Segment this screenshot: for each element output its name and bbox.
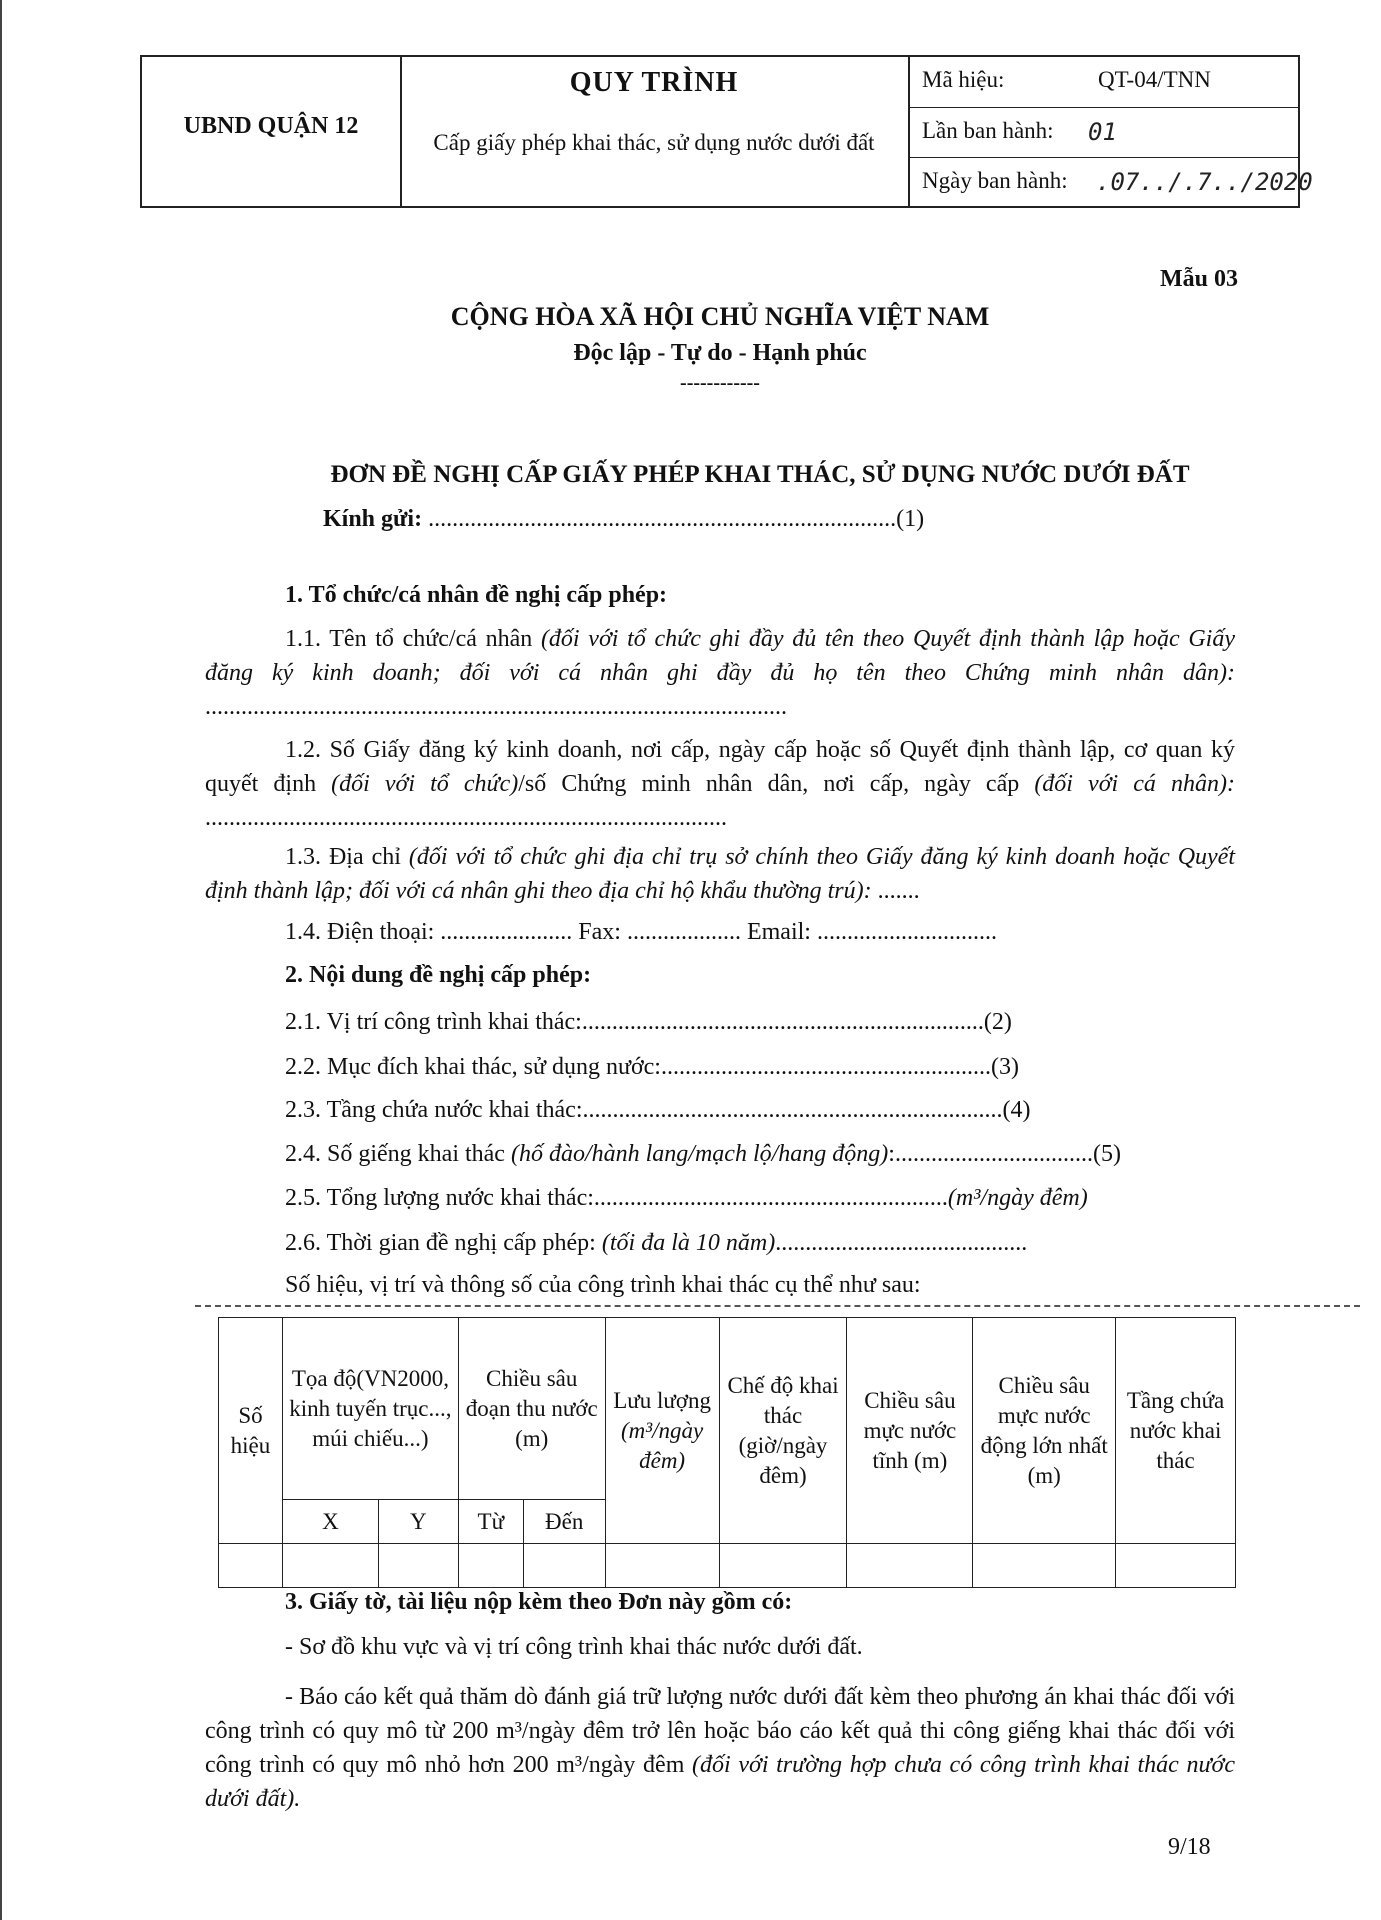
col-luu-luong <box>605 1318 719 1544</box>
s25-text: 2.5. Tổng lượng nước khai thác:........................................................... <box>285 1185 948 1211</box>
table-cell <box>523 1544 605 1588</box>
section1-4: 1.4. Điện thoại: ...................... Fax: ................... Email: .............................. <box>285 919 997 945</box>
s13-text: 1.3. Địa chỉ <box>285 844 409 870</box>
code-value: QT-04/TNN <box>1098 67 1211 92</box>
header-meta-cell <box>908 57 1313 206</box>
procedure-header <box>140 55 1313 208</box>
s11-note: (đối với tổ chức ghi đầy đủ tên theo Quyết định thành lập hoặc Giấy đăng ký kinh doanh; đối với cá nhân ghi đầy đủ họ tên theo Chứng minh nhân dân): <box>205 626 1235 686</box>
col-che-do: Chế độ khai thác (giờ/ngày đêm) <box>719 1318 847 1544</box>
s24-text: 2.4. Số giếng khai thác <box>285 1141 511 1167</box>
s26-note: (tối đa là 10 năm) <box>601 1230 776 1256</box>
date-value: .07../.7../2020 <box>1096 168 1313 196</box>
section2-heading: 2. Nội dung đề nghị cấp phép: <box>285 962 592 988</box>
s11-text: 1.1. Tên tổ chức/cá nhân <box>285 626 541 652</box>
s24-note: (hố đào/hành lang/mạch lộ/hang động) <box>510 1141 889 1167</box>
section3-heading: 3. Giấy tờ, tài liệu nộp kèm theo Đơn này gồm có: <box>285 1589 793 1615</box>
col-chieu-sau-doan: Chiều sâu đoạn thu nước (m) <box>458 1318 605 1500</box>
s13-blank: ....... <box>871 878 920 904</box>
table-intro: Số hiệu, vị trí và thông số của công trình khai thác cụ thể như sau: <box>285 1272 921 1298</box>
col-muc-nuoc-dong: Chiều sâu mực nước động lớn nhất (m) <box>973 1318 1116 1544</box>
code-row <box>908 57 1298 107</box>
col-toa-do: Tọa độ(VN2000, kinh tuyến trục..., múi chiếu...) <box>282 1318 458 1500</box>
item2-note: (đối với trường hợp chưa có công trình khai thác nước dưới đất). <box>205 1752 1236 1812</box>
issue-label: Lần ban hành: <box>922 118 1054 143</box>
col-muc-nuoc-tinh: Chiều sâu mực nước tĩnh (m) <box>847 1318 973 1544</box>
date-label: Ngày ban hành: <box>922 168 1068 193</box>
table-cell <box>458 1544 523 1588</box>
s12-text: 1.2. Số Giấy đăng ký kinh doanh, nơi cấp, ngày cấp hoặc số Quyết định thành lập, cơ quan ký quyết định <box>205 737 1235 797</box>
page-edge <box>0 0 2 1920</box>
template-number: Mẫu 03 <box>1160 266 1238 292</box>
scan-dashed-line <box>195 1305 1360 1307</box>
s13-note: (đối với tổ chức ghi địa chỉ trụ sở chính theo Giấy đăng ký kinh doanh hoặc Quyết định thành lập; đối với cá nhân ghi theo địa chỉ hộ khẩu thường trú): <box>205 844 1235 904</box>
section3-item1: - Sơ đồ khu vực và vị trí công trình khai thác nước dưới đất. <box>285 1634 863 1660</box>
section1-3 <box>205 840 1235 908</box>
section2-5 <box>285 1181 1088 1215</box>
recipient-label: Kính gửi: <box>323 506 423 532</box>
table-cell <box>219 1544 283 1588</box>
header-org-cell <box>142 57 402 206</box>
luu-luong-label: Lưu lượng <box>613 1387 711 1413</box>
s25-unit: (m³/ngày đêm) <box>947 1185 1088 1211</box>
section2-2: 2.2. Mục đích khai thác, sử dụng nước:.......................................................(3) <box>285 1054 1019 1080</box>
table-cell <box>605 1544 719 1588</box>
section1-heading: 1. Tổ chức/cá nhân đề nghị cấp phép: <box>285 582 668 608</box>
s12-note-org: (đối với tổ chức) <box>331 771 519 797</box>
table-row <box>219 1544 1236 1588</box>
issue-row <box>908 107 1298 158</box>
motto: Độc lập - Tự do - Hạnh phúc <box>573 340 867 366</box>
col-y: Y <box>378 1500 458 1544</box>
table-cell <box>719 1544 847 1588</box>
org-name: UBND QUẬN 12 <box>183 113 359 139</box>
s24-blank: :.................................(5) <box>888 1141 1121 1167</box>
col-x: X <box>282 1500 378 1544</box>
section3-item2 <box>205 1680 1235 1816</box>
section1-2 <box>205 733 1235 835</box>
motto-rule: ------------ <box>680 372 760 394</box>
section2-6 <box>285 1226 1027 1260</box>
page-number: 9/18 <box>1168 1834 1211 1860</box>
col-den: Đến <box>523 1500 605 1544</box>
wells-table <box>218 1317 1236 1588</box>
table-cell <box>973 1544 1116 1588</box>
table-cell <box>282 1544 378 1588</box>
recipient-line <box>323 502 924 536</box>
s12-note-person: (đối với cá nhân): <box>1034 771 1235 797</box>
date-row <box>908 157 1313 209</box>
luu-luong-unit: (m³/ngày đêm) <box>620 1417 704 1473</box>
recipient-blank: ..............................................................................(1) <box>422 506 925 532</box>
s26-text: 2.6. Thời gian đề nghị cấp phép: <box>285 1230 602 1256</box>
col-tang-chua-nuoc: Tầng chứa nước khai thác <box>1116 1318 1236 1544</box>
procedure-subtitle: Cấp giấy phép khai thác, sử dụng nước dưới đất <box>433 130 875 155</box>
s12-text2: /số Chứng minh nhân dân, nơi cấp, ngày cấp <box>518 771 1035 797</box>
table-cell <box>1116 1544 1236 1588</box>
s11-blank: ................................................................................................. <box>205 694 787 720</box>
s26-blank: .......................................... <box>775 1230 1028 1256</box>
col-so-hieu: Số hiệu <box>219 1318 283 1544</box>
s12-blank: ....................................................................................... <box>205 805 727 831</box>
table-cell <box>847 1544 973 1588</box>
nation-name: CỘNG HÒA XÃ HỘI CHỦ NGHĨA VIỆT NAM <box>450 302 990 331</box>
col-tu: Từ <box>458 1500 523 1544</box>
procedure-title: QUY TRÌNH <box>569 67 739 98</box>
section1-1 <box>205 622 1235 724</box>
issue-value: 01 <box>1088 118 1117 146</box>
table-cell <box>378 1544 458 1588</box>
item2-text: - Báo cáo kết quả thăm dò đánh giá trữ lượng nước dưới đất kèm theo phương án khai thác đối với công trình có quy mô từ 200 m³/ngày đêm trở lên hoặc báo cáo kết quả thi công giếng khai thác đối với công trình có quy mô nhỏ hơn 200 m³/ngày đêm <box>205 1684 1235 1778</box>
section2-3: 2.3. Tầng chứa nước khai thác:......................................................................(4) <box>285 1097 1031 1123</box>
section2-1: 2.1. Vị trí công trình khai thác:...................................................................(2) <box>285 1009 1012 1035</box>
form-title: ĐƠN ĐỀ NGHỊ CẤP GIẤY PHÉP KHAI THÁC, SỬ DỤNG NƯỚC DƯỚI ĐẤT <box>330 461 1190 488</box>
section2-4 <box>285 1137 1121 1171</box>
code-label: Mã hiệu: <box>922 67 1005 92</box>
header-title-cell <box>400 57 910 206</box>
table-header-row <box>219 1318 1236 1500</box>
